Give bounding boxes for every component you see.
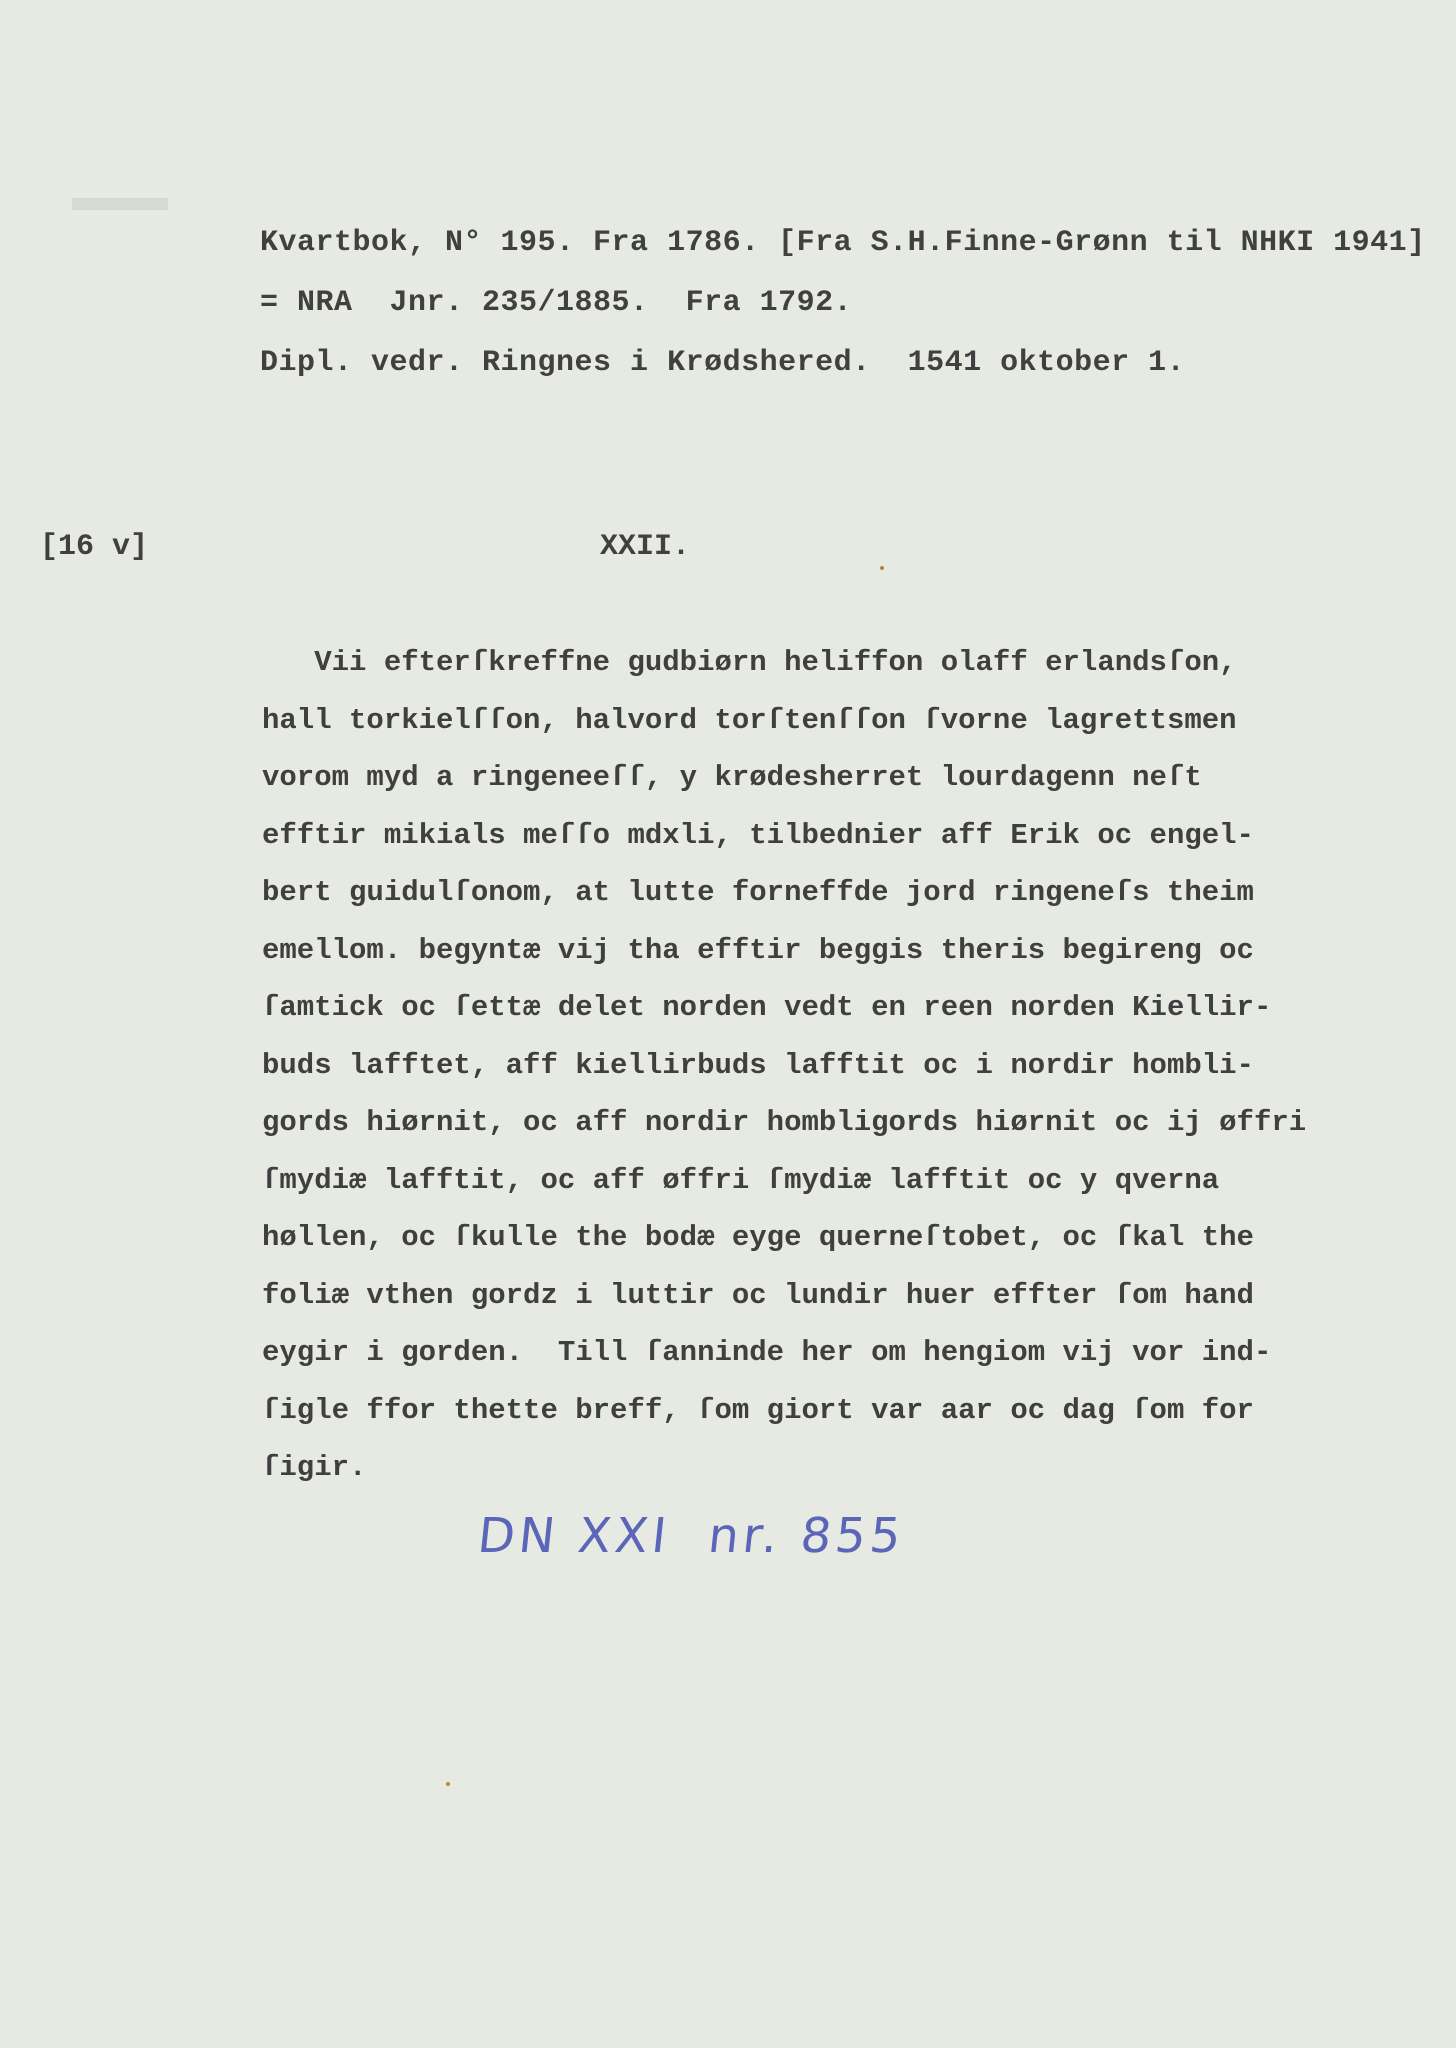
body-line: bert guidulſonom, at lutte forneffde jord ringeneſs theim	[262, 876, 1254, 909]
body-line: eygir i gorden. Till ſanninde her om hengiom vij vor ind-	[262, 1336, 1272, 1369]
body-line: ſigir.	[262, 1451, 367, 1484]
body-line: ſmydiæ lafftit, oc aff øffri ſmydiæ lafftit oc y qverna	[262, 1163, 1220, 1197]
paper-speck	[880, 566, 884, 570]
paper-speck	[446, 1782, 450, 1786]
header-line-2: = NRA Jnr. 235/1885. Fra 1792.	[260, 286, 853, 320]
handwritten-annotation: DN XXI nr. 855	[475, 1508, 908, 1564]
folio-reference: [16 v]	[40, 530, 149, 564]
body-line: hall torkielſſon, halvord torſtenſſon ſvorne lagrettsmen	[262, 703, 1237, 737]
body-line: høllen, oc ſkulle the bodæ eyge querneſtobet, oc ſkal the	[262, 1221, 1254, 1254]
header-line-1: Kvartbok, N° 195. Fra 1786. [Fra S.H.Finne-Grønn til NHKI 1941]	[260, 226, 1426, 260]
body-line: ſigle ffor thette breff, ſom giort var aar oc dag ſom for	[262, 1393, 1254, 1427]
body-line: efftir mikials meſſo mdxli, tilbednier aff Erik oc engel-	[262, 818, 1254, 852]
body-line: gords hiørnit, oc aff nordir hombligords hiørnit oc ij øffri	[262, 1106, 1307, 1139]
body-line: buds lafftet, aff kiellirbuds lafftit oc i nordir hombli-	[262, 1048, 1254, 1082]
body-line: vorom myd a ringeneeſſ, y krødesherret lourdagenn neſt	[262, 761, 1202, 794]
section-number: XXII.	[600, 530, 691, 564]
body-line: Vii efterſkreffne gudbiørn heliffon olaff erlandsſon,	[262, 646, 1237, 679]
body-line: ſamtick oc ſettæ delet norden vedt en reen norden Kiellir-	[262, 991, 1272, 1024]
body-line: emellom. begyntæ vij tha efftir beggis theris begireng oc	[262, 933, 1254, 967]
paper-smudge	[72, 198, 168, 210]
body-line: foliæ vthen gordz i luttir oc lundir huer effter ſom hand	[262, 1278, 1254, 1312]
header-line-3: Dipl. vedr. Ringnes i Krødshered. 1541 oktober 1.	[260, 346, 1186, 380]
